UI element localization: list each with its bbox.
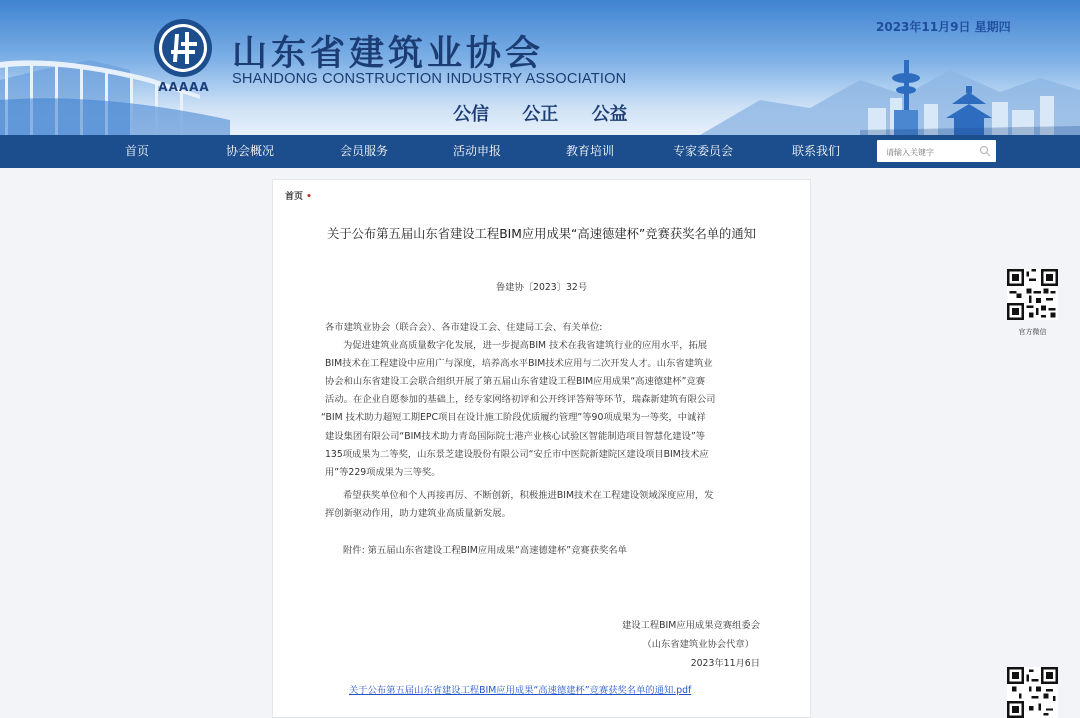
body-line: 135项成果为二等奖，山东景芝建设股份有限公司“安丘市中医院新建院区建设项目BIM技术应: [325, 449, 709, 460]
document-number: 鲁建协〔2023〕32号: [495, 282, 588, 293]
slogan-3: 公益: [591, 104, 628, 125]
attachment-line: 附件: 第五届山东省建设工程BIM应用成果“高速德建杯”竞赛获奖名单: [343, 545, 627, 556]
article-title: 关于公布第五届山东省建设工程BIM应用成果“高速德建杯”竞赛获奖名单的通知: [327, 227, 756, 241]
rating-label: AAAAA: [158, 80, 210, 94]
qr-label: 官方微信: [1018, 328, 1047, 336]
site-header: [0, 0, 1080, 135]
breadcrumb-separator: •: [306, 192, 312, 202]
current-date: 2023年11月9日 星期四: [876, 20, 1011, 34]
nav-item-member-services[interactable]: 会员服务: [339, 144, 389, 158]
pdf-attachment-link[interactable]: 关于公布第五届山东省建设工程BIM应用成果“高速德建杯”竞赛获奖名单的通知.pdf: [349, 685, 692, 696]
qr-code-secondary: [1007, 667, 1058, 718]
breadcrumb-home[interactable]: 首页: [285, 192, 304, 202]
nav-item-home[interactable]: 首页: [124, 144, 150, 158]
body-line: 挥创新驱动作用，助力建筑业高质量新发展。: [325, 508, 511, 519]
body-line: 用”等229项成果为三等奖。: [325, 467, 441, 478]
site-title-cn: 山东省建筑业协会: [232, 34, 545, 74]
body-line: 为促进建筑业高质量数字化发展，进一步提高BIM 技术在我省建筑行业的应用水平，拓展: [343, 340, 708, 351]
body-line: 希望获奖单位和个人再接再厉、不断创新，积极推进BIM技术在工程建设领域深度应用，发: [343, 490, 714, 501]
wechat-qr-code: [1007, 269, 1058, 320]
body-line: 协会和山东省建设工会联合组织开展了第五届山东省建设工程BIM应用成果“高速德建杯”竞赛: [325, 376, 706, 387]
slogans: [453, 100, 655, 126]
nav-item-overview[interactable]: 协会概况: [225, 144, 275, 158]
nav-item-training[interactable]: 教育培训: [565, 144, 615, 158]
slogan-1: 公信: [453, 104, 489, 125]
nav-item-experts[interactable]: 专家委员会: [672, 144, 734, 158]
salutation: 各市建筑业协会（联合会）、各市建设工会、住建局工会、有关单位:: [325, 322, 603, 333]
body-line: “BIM 技术助力超短工期EPC项目在设计施工阶段优质履约管理”等90项成果为一等奖，中诚祥: [321, 412, 706, 423]
search-input[interactable]: [877, 142, 981, 164]
signature-date: 2023年11月6日: [690, 658, 760, 669]
article-panel: [272, 179, 811, 718]
search-icon[interactable]: [979, 145, 991, 157]
nav-item-contact[interactable]: 联系我们: [791, 144, 841, 158]
search-box: [877, 140, 996, 162]
signature-org: 建设工程BIM应用成果竞赛组委会: [621, 620, 760, 631]
slogan-2: 公正: [522, 104, 559, 125]
association-logo: [153, 18, 213, 78]
breadcrumb: [285, 189, 312, 202]
signature-seal: （山东省建筑业协会代章）: [642, 639, 754, 650]
body-line: BIM技术在工程建设中应用广与深度，培养高水平BIM技术应用与二次开发人才。山东省建筑业: [325, 358, 713, 369]
body-line: 建设集团有限公司“BIM技术助力青岛国际院士港产业核心试验区智能制造项目智慧化建设”等: [325, 431, 706, 442]
body-line: 活动。在企业自愿参加的基础上，经专家网络初评和公开终评答辩等环节，瑞森新建筑有限公司: [325, 394, 716, 405]
site-title-en: SHANDONG CONSTRUCTION INDUSTRY ASSOCIATION: [232, 71, 627, 87]
nav-item-events[interactable]: 活动申报: [452, 144, 502, 158]
